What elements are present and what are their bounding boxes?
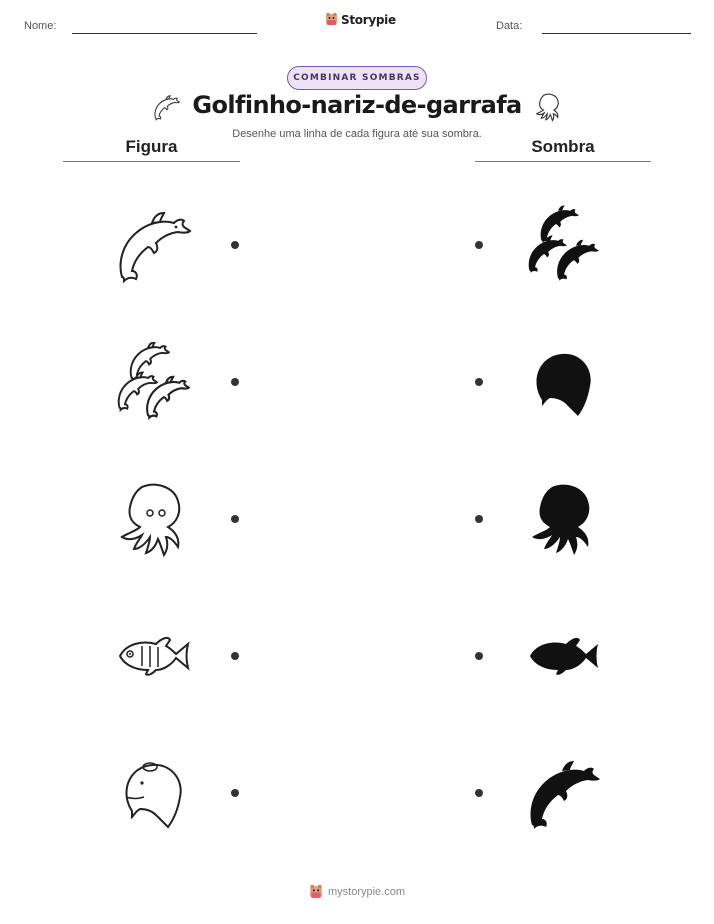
shadow-column-heading: Sombra: [531, 137, 595, 156]
dolphin-pod-shadow: [522, 205, 602, 285]
figure-connect-dot[interactable]: [231, 241, 239, 249]
name-label: Nome:: [24, 20, 57, 32]
shadow-connect-dot[interactable]: [475, 241, 483, 249]
dolphin-head-figure: [112, 753, 192, 833]
figure-connect-dot[interactable]: [231, 515, 239, 523]
date-field-line[interactable]: [542, 33, 691, 34]
figure-connect-dot[interactable]: [231, 652, 239, 660]
shadow-connect-dot[interactable]: [475, 789, 483, 797]
instructions: Desenhe uma linha de cada figura até sua sombra.: [232, 128, 482, 140]
brand-name: Storypie: [341, 12, 396, 27]
match-row: [0, 616, 714, 716]
figure-connect-dot[interactable]: [231, 789, 239, 797]
octopus-figure: [112, 479, 192, 559]
footer: [0, 884, 714, 900]
octopus-decoration-icon: [532, 92, 564, 122]
figure-connect-dot[interactable]: [231, 378, 239, 386]
storypie-mascot-icon: [309, 884, 323, 900]
footer-site[interactable]: mystorypie.com: [327, 886, 406, 898]
fish-figure: [112, 616, 192, 696]
fish-shadow: [522, 616, 602, 696]
shadow-connect-dot[interactable]: [475, 515, 483, 523]
dolphin-jumping-figure: [112, 205, 192, 285]
shadow-connect-dot[interactable]: [475, 652, 483, 660]
shadow-column-underline: [475, 161, 651, 162]
worksheet-title: Golfinho-nariz-de-garrafa: [192, 91, 522, 119]
figure-column-underline: [63, 161, 240, 162]
dolphin-jumping-shadow: [522, 753, 602, 833]
match-row: [0, 342, 714, 442]
shadow-connect-dot[interactable]: [475, 378, 483, 386]
brand-logo: [325, 12, 396, 27]
octopus-shadow: [522, 479, 602, 559]
figure-column-heading: Figura: [125, 137, 178, 156]
match-row: [0, 479, 714, 579]
storypie-mascot-icon: [325, 12, 338, 27]
match-row: [0, 753, 714, 853]
dolphin-head-shadow: [522, 342, 602, 422]
name-field-line[interactable]: [72, 33, 257, 34]
activity-badge: COMBINAR SOMBRAS: [287, 66, 427, 90]
dolphin-pod-figure: [112, 342, 192, 422]
date-label: Data:: [496, 20, 523, 32]
match-row: [0, 205, 714, 305]
